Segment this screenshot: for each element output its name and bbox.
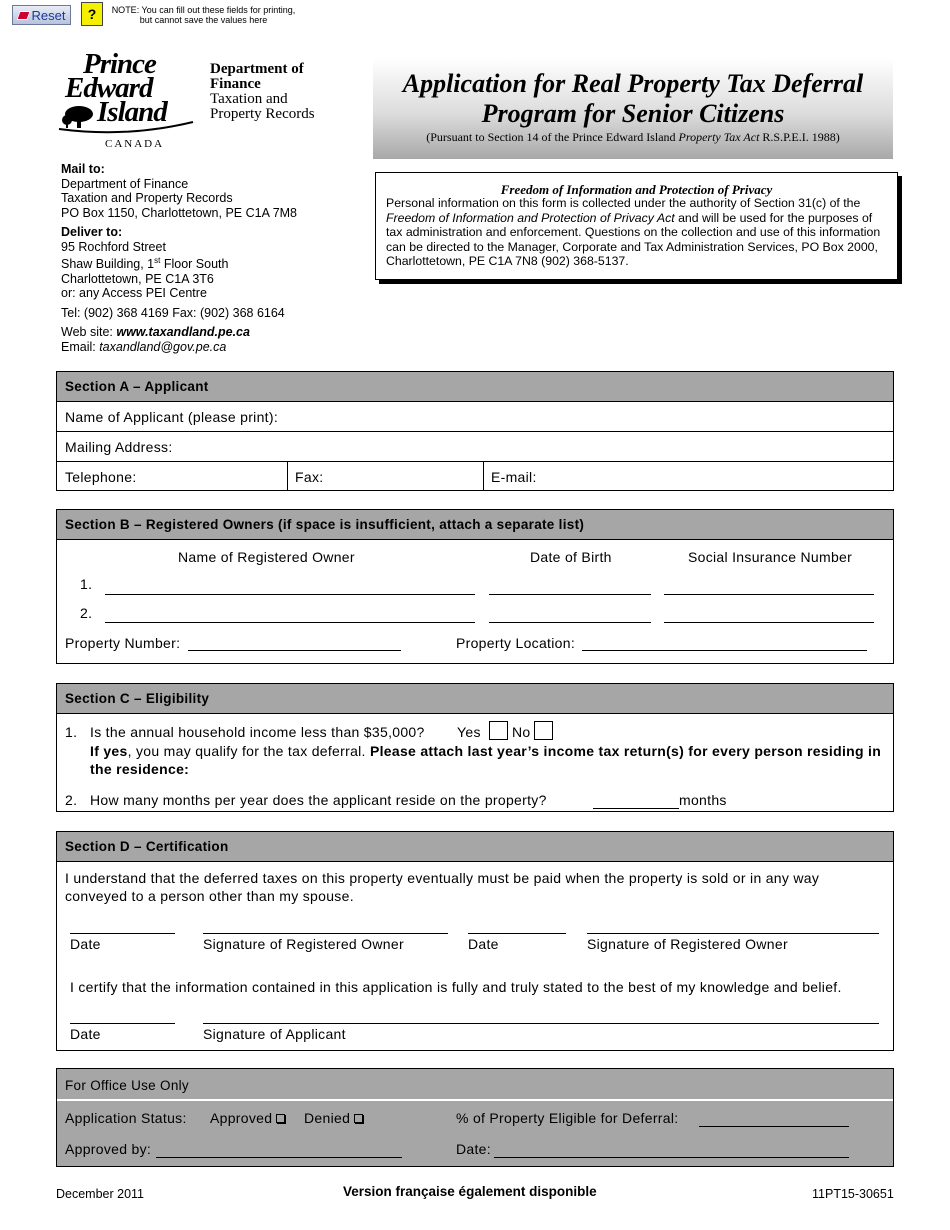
fax-label: Fax:: [295, 469, 324, 485]
mail-to-label: Mail to:: [61, 162, 105, 176]
telephone-field[interactable]: [65, 469, 137, 485]
logo-line-1: Prince: [83, 48, 156, 80]
section-b: [56, 509, 894, 664]
owner-2-signature-label: Signature of Registered Owner: [587, 936, 788, 952]
office-date-input[interactable]: [494, 1157, 849, 1158]
section-d: [56, 831, 894, 1051]
eraser-icon: [16, 11, 30, 20]
section-b-heading: Section B – Registered Owners (if space is insufficient, attach a separate list): [57, 510, 893, 540]
deliver-line-2-sup: st: [154, 256, 161, 265]
section-d-heading: Section D – Certification: [57, 832, 893, 862]
owner-2-signature-input[interactable]: [587, 933, 879, 934]
french-version-note: Version française également disponible: [343, 1184, 597, 1199]
owner-2-dob-input[interactable]: [489, 622, 651, 623]
owner-1-signature-label: Signature of Registered Owner: [203, 936, 404, 952]
applicant-date-label: Date: [70, 1026, 101, 1042]
email-label: Email:: [61, 339, 100, 354]
contact-info: [61, 162, 361, 354]
applicant-date-input[interactable]: [70, 1023, 175, 1024]
deliver-line-1: 95 Rochford Street: [61, 239, 166, 254]
office-use-section: [56, 1068, 894, 1167]
subtitle-pre: (Pursuant to Section 14 of the Prince Edward Island: [426, 130, 679, 144]
mailing-address-field[interactable]: [57, 432, 893, 462]
owner-2-sin-input[interactable]: [664, 622, 874, 623]
email-link[interactable]: taxandland@gov.pe.ca: [99, 339, 227, 354]
logo-line-2: Edward: [65, 72, 153, 104]
deliver-line-2a: Shaw Building, 1: [61, 257, 155, 272]
approved-option[interactable]: [210, 1110, 285, 1126]
owner-row-2-num: 2.: [80, 605, 93, 621]
approved-checkbox[interactable]: [276, 1114, 285, 1123]
email-field[interactable]: [483, 462, 893, 490]
property-location-input[interactable]: [582, 650, 867, 651]
title-line-2: Program for Senior Citizens: [481, 99, 785, 128]
owner-1-sin-input[interactable]: [664, 594, 874, 595]
q1-number: 1.: [65, 724, 78, 740]
no-label: No: [512, 724, 531, 740]
owner-1-date-input[interactable]: [70, 933, 175, 934]
office-use-heading: For Office Use Only: [57, 1069, 893, 1101]
months-input[interactable]: [593, 808, 679, 809]
approved-label: Approved: [210, 1110, 273, 1126]
applicant-name-label: Name of Applicant (please print):: [65, 409, 279, 425]
deliver-line-4: or: any Access PEI Centre: [61, 286, 207, 301]
subtitle-italic: Property Tax Act: [678, 130, 760, 144]
logo-country: CANADA: [105, 138, 165, 150]
title-line-1: Application for Real Property Tax Deferral: [402, 69, 864, 98]
deliver-line-3: Charlottetown, PE C1A 3T6: [61, 271, 214, 286]
owner-1-dob-input[interactable]: [489, 594, 651, 595]
q2-text: How many months per year does the applicant reside on the property?: [90, 792, 547, 808]
form-number: 11PT15-30651: [812, 1187, 894, 1201]
applicant-signature-input[interactable]: [203, 1023, 879, 1024]
pei-logo: [55, 48, 195, 152]
mail-line-1: Department of Finance: [61, 176, 189, 191]
approved-by-label: Approved by:: [65, 1141, 152, 1157]
col-owner-name: Name of Registered Owner: [178, 549, 355, 565]
help-button[interactable]: ?: [81, 2, 103, 26]
telephone-label: Telephone:: [65, 469, 137, 485]
owner-1-name-input[interactable]: [105, 594, 475, 595]
approved-by-input[interactable]: [156, 1157, 402, 1158]
certify-statement: I certify that the information contained in this application is fully and truly stated to the best of my knowledge and belief.: [70, 979, 842, 995]
dept-line-4: Property Records: [210, 106, 315, 122]
privacy-text-1: Personal information on this form is collected under the authority of Section 31(c) of the: [386, 196, 861, 210]
section-a: [56, 371, 894, 491]
applicant-signature-label: Signature of Applicant: [203, 1026, 346, 1042]
owner-1-signature-input[interactable]: [203, 933, 448, 934]
q2-number: 2.: [65, 792, 78, 808]
applicant-name-field[interactable]: [57, 402, 893, 432]
print-note: NOTE: You can fill out these fields for printing, but cannot save the values here: [111, 5, 296, 25]
dept-line-3: Taxation and: [210, 91, 288, 107]
percent-eligible-input[interactable]: [699, 1126, 849, 1127]
privacy-notice: [375, 172, 898, 280]
yes-checkbox[interactable]: [489, 721, 508, 740]
privacy-text-2: and will be used for the purposes of tax administration and enforcement. Questions on the collection and use of this information can be directed to the Manager, Corporate and Tax Administration Services, PO Box 2000, Charlottetown, PE C1A 7N8 (902) 368-5137.: [386, 210, 881, 268]
denied-checkbox[interactable]: [354, 1114, 363, 1123]
reset-button[interactable]: [12, 5, 71, 25]
yes-label: Yes: [457, 724, 481, 740]
attach-return-text: Please attach last year’s income tax return(s) for every person residing in the residence:: [90, 743, 882, 777]
footer-date: December 2011: [56, 1187, 145, 1201]
mail-line-3: PO Box 1150, Charlottetown, PE C1A 7M8: [61, 205, 298, 220]
mail-line-2: Taxation and Property Records: [61, 191, 233, 205]
deliver-to-label: Deliver to:: [61, 225, 123, 239]
deliver-line-2b: Floor South: [160, 257, 229, 272]
col-sin: Social Insurance Number: [688, 549, 853, 565]
property-location-label: Property Location:: [456, 635, 576, 651]
privacy-act-name: Freedom of Information and Protection of Privacy Act: [386, 210, 675, 225]
subtitle-post: R.S.P.E.I. 1988): [759, 130, 840, 144]
owner-2-date-input[interactable]: [468, 933, 566, 934]
denied-label: Denied: [304, 1110, 351, 1126]
web-link[interactable]: www.taxandland.pe.ca: [116, 325, 250, 340]
mailing-address-label: Mailing Address:: [65, 439, 173, 455]
office-date-label: Date:: [456, 1141, 491, 1157]
section-a-heading: Section A – Applicant: [57, 372, 893, 402]
deferred-taxes-statement: I understand that the deferred taxes on this property eventually must be paid when the property is sold or in any way conveyed to a person other than my spouse.: [65, 870, 820, 904]
property-number-label: Property Number:: [65, 635, 181, 651]
section-c: [56, 683, 894, 812]
property-number-input[interactable]: [188, 650, 401, 651]
if-yes-bold: If yes: [90, 743, 128, 759]
owner-2-date-label: Date: [468, 936, 499, 952]
fax-field[interactable]: [287, 462, 483, 490]
privacy-text: [386, 196, 887, 269]
owner-row-1-num: 1.: [80, 576, 93, 592]
tree-icon: [57, 96, 197, 136]
denied-option[interactable]: [304, 1110, 363, 1126]
phone-fax: Tel: (902) 368 4169 Fax: (902) 368 6164: [61, 305, 285, 320]
col-date-of-birth: Date of Birth: [530, 549, 612, 565]
logo-line-3: Island: [97, 96, 167, 128]
q1-text: Is the annual household income less than $35,000?: [90, 724, 425, 740]
no-checkbox[interactable]: [534, 721, 553, 740]
q1-instructions: [90, 742, 890, 778]
privacy-heading: Freedom of Information and Protection of Privacy: [500, 182, 773, 197]
department-name: [210, 62, 315, 122]
if-yes-text: , you may qualify for the tax deferral.: [127, 743, 370, 759]
section-c-heading: Section C – Eligibility: [57, 684, 893, 714]
reset-button-label: Reset: [31, 7, 66, 23]
owner-1-date-label: Date: [70, 936, 101, 952]
form-title: [373, 58, 893, 159]
percent-eligible-label: % of Property Eligible for Deferral:: [456, 1110, 679, 1126]
web-label: Web site:: [61, 325, 117, 340]
dept-line-2: Finance: [210, 76, 261, 92]
months-label: months: [679, 792, 727, 808]
owner-2-name-input[interactable]: [105, 622, 475, 623]
email-field-label: E-mail:: [491, 469, 537, 485]
form-subtitle: [373, 130, 893, 145]
application-status-label: Application Status:: [65, 1110, 187, 1126]
dept-line-1: Department of: [210, 61, 304, 77]
